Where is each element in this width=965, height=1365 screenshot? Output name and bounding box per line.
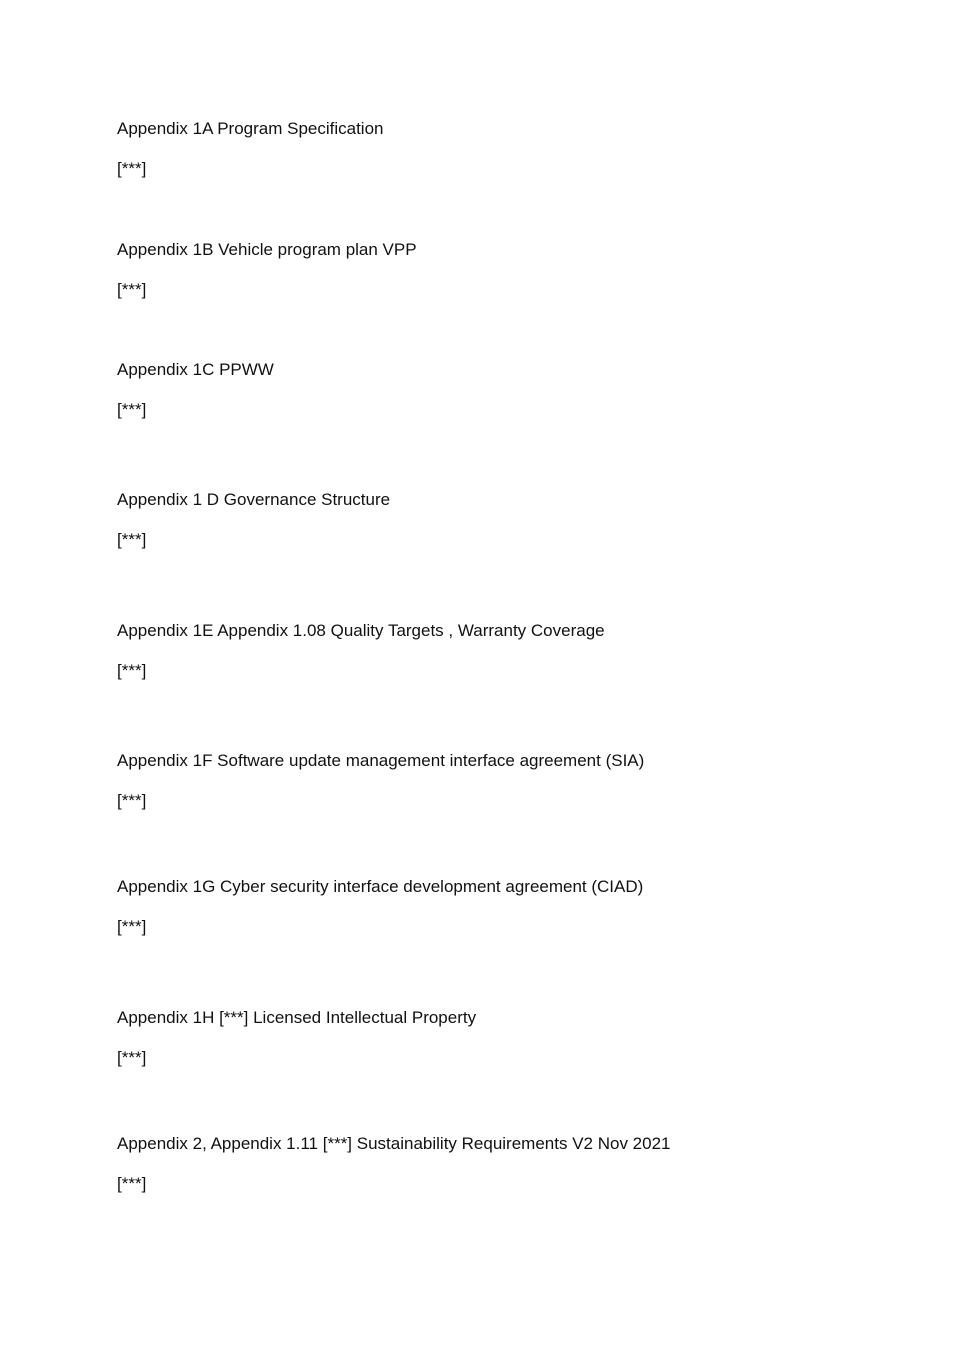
appendix-entry bbox=[117, 489, 877, 551]
appendix-entry bbox=[117, 876, 877, 938]
redacted-content: [***] bbox=[117, 661, 147, 680]
redacted-content: [***] bbox=[117, 400, 147, 419]
redacted-content: [***] bbox=[117, 1174, 147, 1193]
appendix-title: Appendix 1F Software update management interface agreement (SIA) bbox=[117, 751, 645, 770]
appendix-entry bbox=[117, 239, 877, 301]
appendix-entry bbox=[117, 1007, 877, 1069]
appendix-title: Appendix 1G Cyber security interface development agreement (CIAD) bbox=[117, 877, 644, 896]
appendix-entry bbox=[117, 620, 877, 682]
redacted-content: [***] bbox=[117, 1048, 147, 1067]
appendix-title: Appendix 1A Program Specification bbox=[117, 119, 384, 138]
appendix-entry bbox=[117, 1133, 877, 1195]
redacted-content: [***] bbox=[117, 917, 147, 936]
redacted-content: [***] bbox=[117, 530, 147, 549]
appendix-title: Appendix 1C PPWW bbox=[117, 360, 274, 379]
appendix-entry bbox=[117, 359, 877, 421]
appendix-title: Appendix 1H [***] Licensed Intellectual Property bbox=[117, 1008, 477, 1027]
appendix-title: Appendix 1B Vehicle program plan VPP bbox=[117, 240, 417, 259]
appendix-entry bbox=[117, 118, 877, 180]
redacted-content: [***] bbox=[117, 280, 147, 299]
redacted-content: [***] bbox=[117, 159, 147, 178]
appendix-entry bbox=[117, 750, 877, 812]
appendix-title: Appendix 2, Appendix 1.11 [***] Sustainability Requirements V2 Nov 2021 bbox=[117, 1134, 671, 1153]
appendix-title: Appendix 1E Appendix 1.08 Quality Targets , Warranty Coverage bbox=[117, 621, 605, 640]
redacted-content: [***] bbox=[117, 791, 147, 810]
appendix-title: Appendix 1 D Governance Structure bbox=[117, 490, 391, 509]
